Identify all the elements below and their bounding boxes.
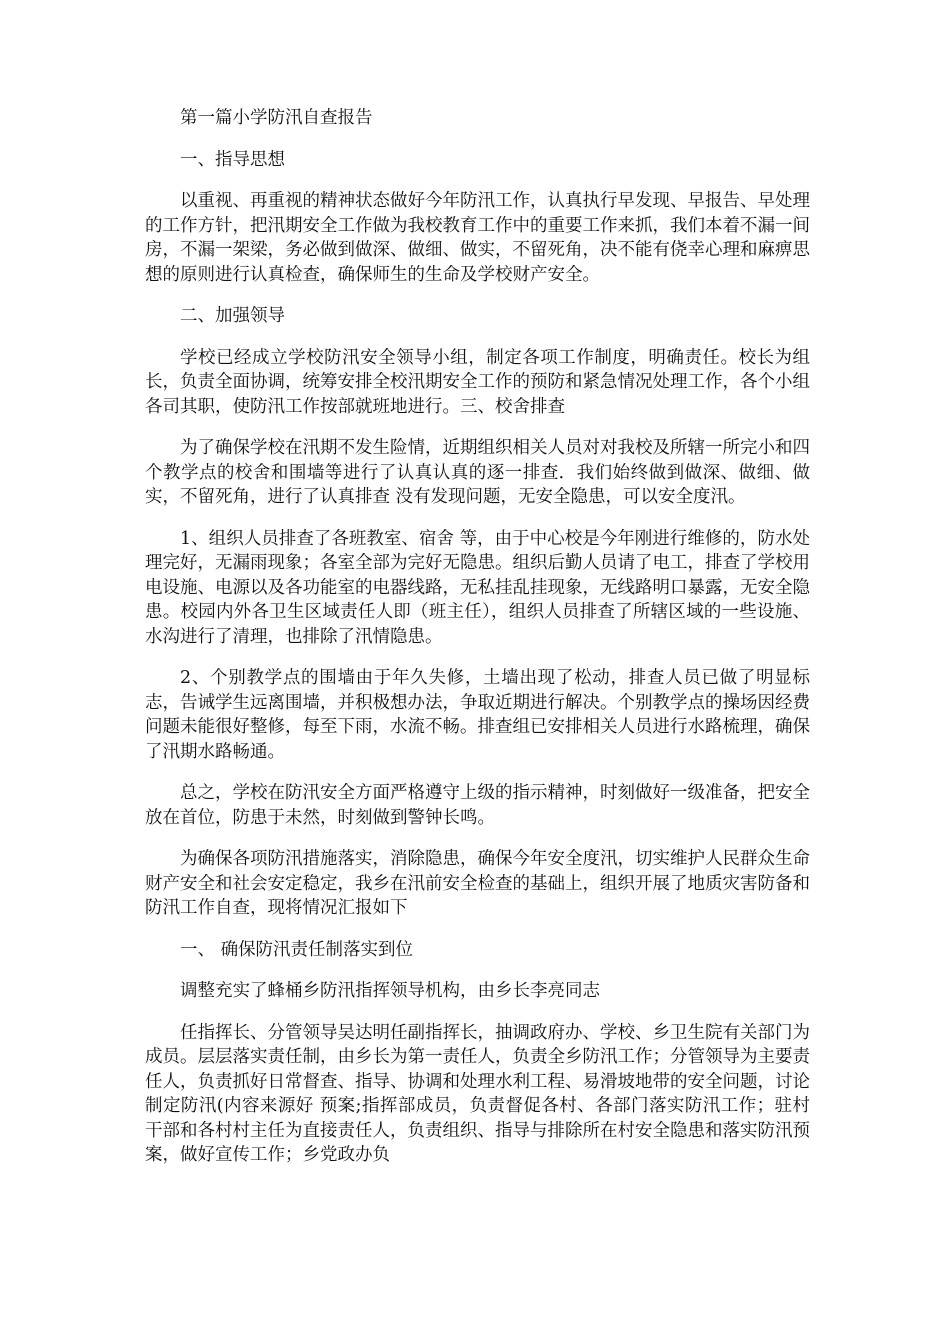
paragraph: 2、个别教学点的围墙由于年久失修，土墙出现了松动，排查人员已做了明显标志，告诫学生远离围墙，并积极想办法，争取近期进行解决。个别教学点的操场因经费问题未能很好整修，每至下雨，水流不畅。排查组已安排相关人员进行水路梳理，确保了汛期水路畅通。 [145,668,810,762]
paragraph: 为了确保学校在汛期不发生险情，近期组织相关人员对对我校及所辖一所完小和四个教学点的校舍和围墙等进行了认真认真的逐一排查．我们始终做到做深、做细、做实，不留死角，进行了认真排查 没有发现问题，无安全隐患，可以安全度汛。 [145,438,810,507]
document-title: 第一篇小学防汛自查报告 [180,108,373,128]
paragraph: 以重视、再重视的精神状态做好今年防汛工作，认真执行早发现、早报告、早处理的工作方针，把汛期安全工作做为我校教育工作中的重要工作来抓，我们本着不漏一间房，不漏一架梁，务必做到做深、做细、做实，不留死角，决不能有侥幸心理和麻痹思想的原则进行认真检查，确保师生的生命及学校财产安全。 [145,191,810,285]
paragraph: 任指挥长、分管领导吴达明任副指挥长，抽调政府办、学校、乡卫生院有关部门为成员。层层落实责任制，由乡长为第一责任人，负责全乡防汛工作；分管领导为主要责任人，负责抓好日常督查、指导、协调和处理水利工程、易滑坡地带的安全问题，讨论制定防汛(内容来源好 预案;指挥部成员，负责督促各村、各部门落实防汛工作；驻村干部和各村村主任为直接责任人，负责组织、指导与排除所在村安全隐患和落实防汛预案，做好宣传工作；乡党政办负 [145,1022,810,1165]
section-heading-leadership: 二、加强领导 [180,306,285,326]
document-body [145,106,810,1185]
paragraph: 总之，学校在防汛安全方面严格遵守上级的指示精神，时刻做好一级准备，把安全放在首位，防患于未然，时刻做到警钟长鸣。 [145,783,810,828]
section-heading-guiding-ideology: 一、指导思想 [180,149,285,170]
paragraph: 调整充实了蜂桶乡防汛指挥领导机构，由乡长李亮同志 [180,981,600,1001]
paragraph: 学校已经成立学校防汛安全领导小组，制定各项工作制度，明确责任。校长为组长，负责全面协调，统筹安排全校汛期安全工作的预防和紧急情况处理工作，各个小组各司其职，使防汛工作按部就班地进行。三、校舍排查 [145,347,810,417]
paragraph: 1、组织人员排查了各班教室、宿舍 等，由于中心校是今年刚进行维修的，防水处理完好，无漏雨现象；各室全部为完好无隐患。组织后勤人员请了电工，排查了学校用电设施、电源以及各功能室的电器线路，无私挂乱挂现象，无线路明口暴露，无安全隐患。校园内外各卫生区域责任人即（班主任），组织人员排查了所辖区域的一些设施、水沟进行了清理，也排除了汛情隐患。 [145,528,810,647]
section-heading-responsibility: 一、 确保防汛责任制落实到位 [180,939,414,960]
paragraph: 为确保各项防汛措施落实，消除隐患，确保今年安全度汛，切实维护人民群众生命财产安全和社会安定稳定，我乡在汛前安全检查的基础上，组织开展了地质灾害防备和防汛工作自查，现将情况汇报如下 [145,849,810,918]
